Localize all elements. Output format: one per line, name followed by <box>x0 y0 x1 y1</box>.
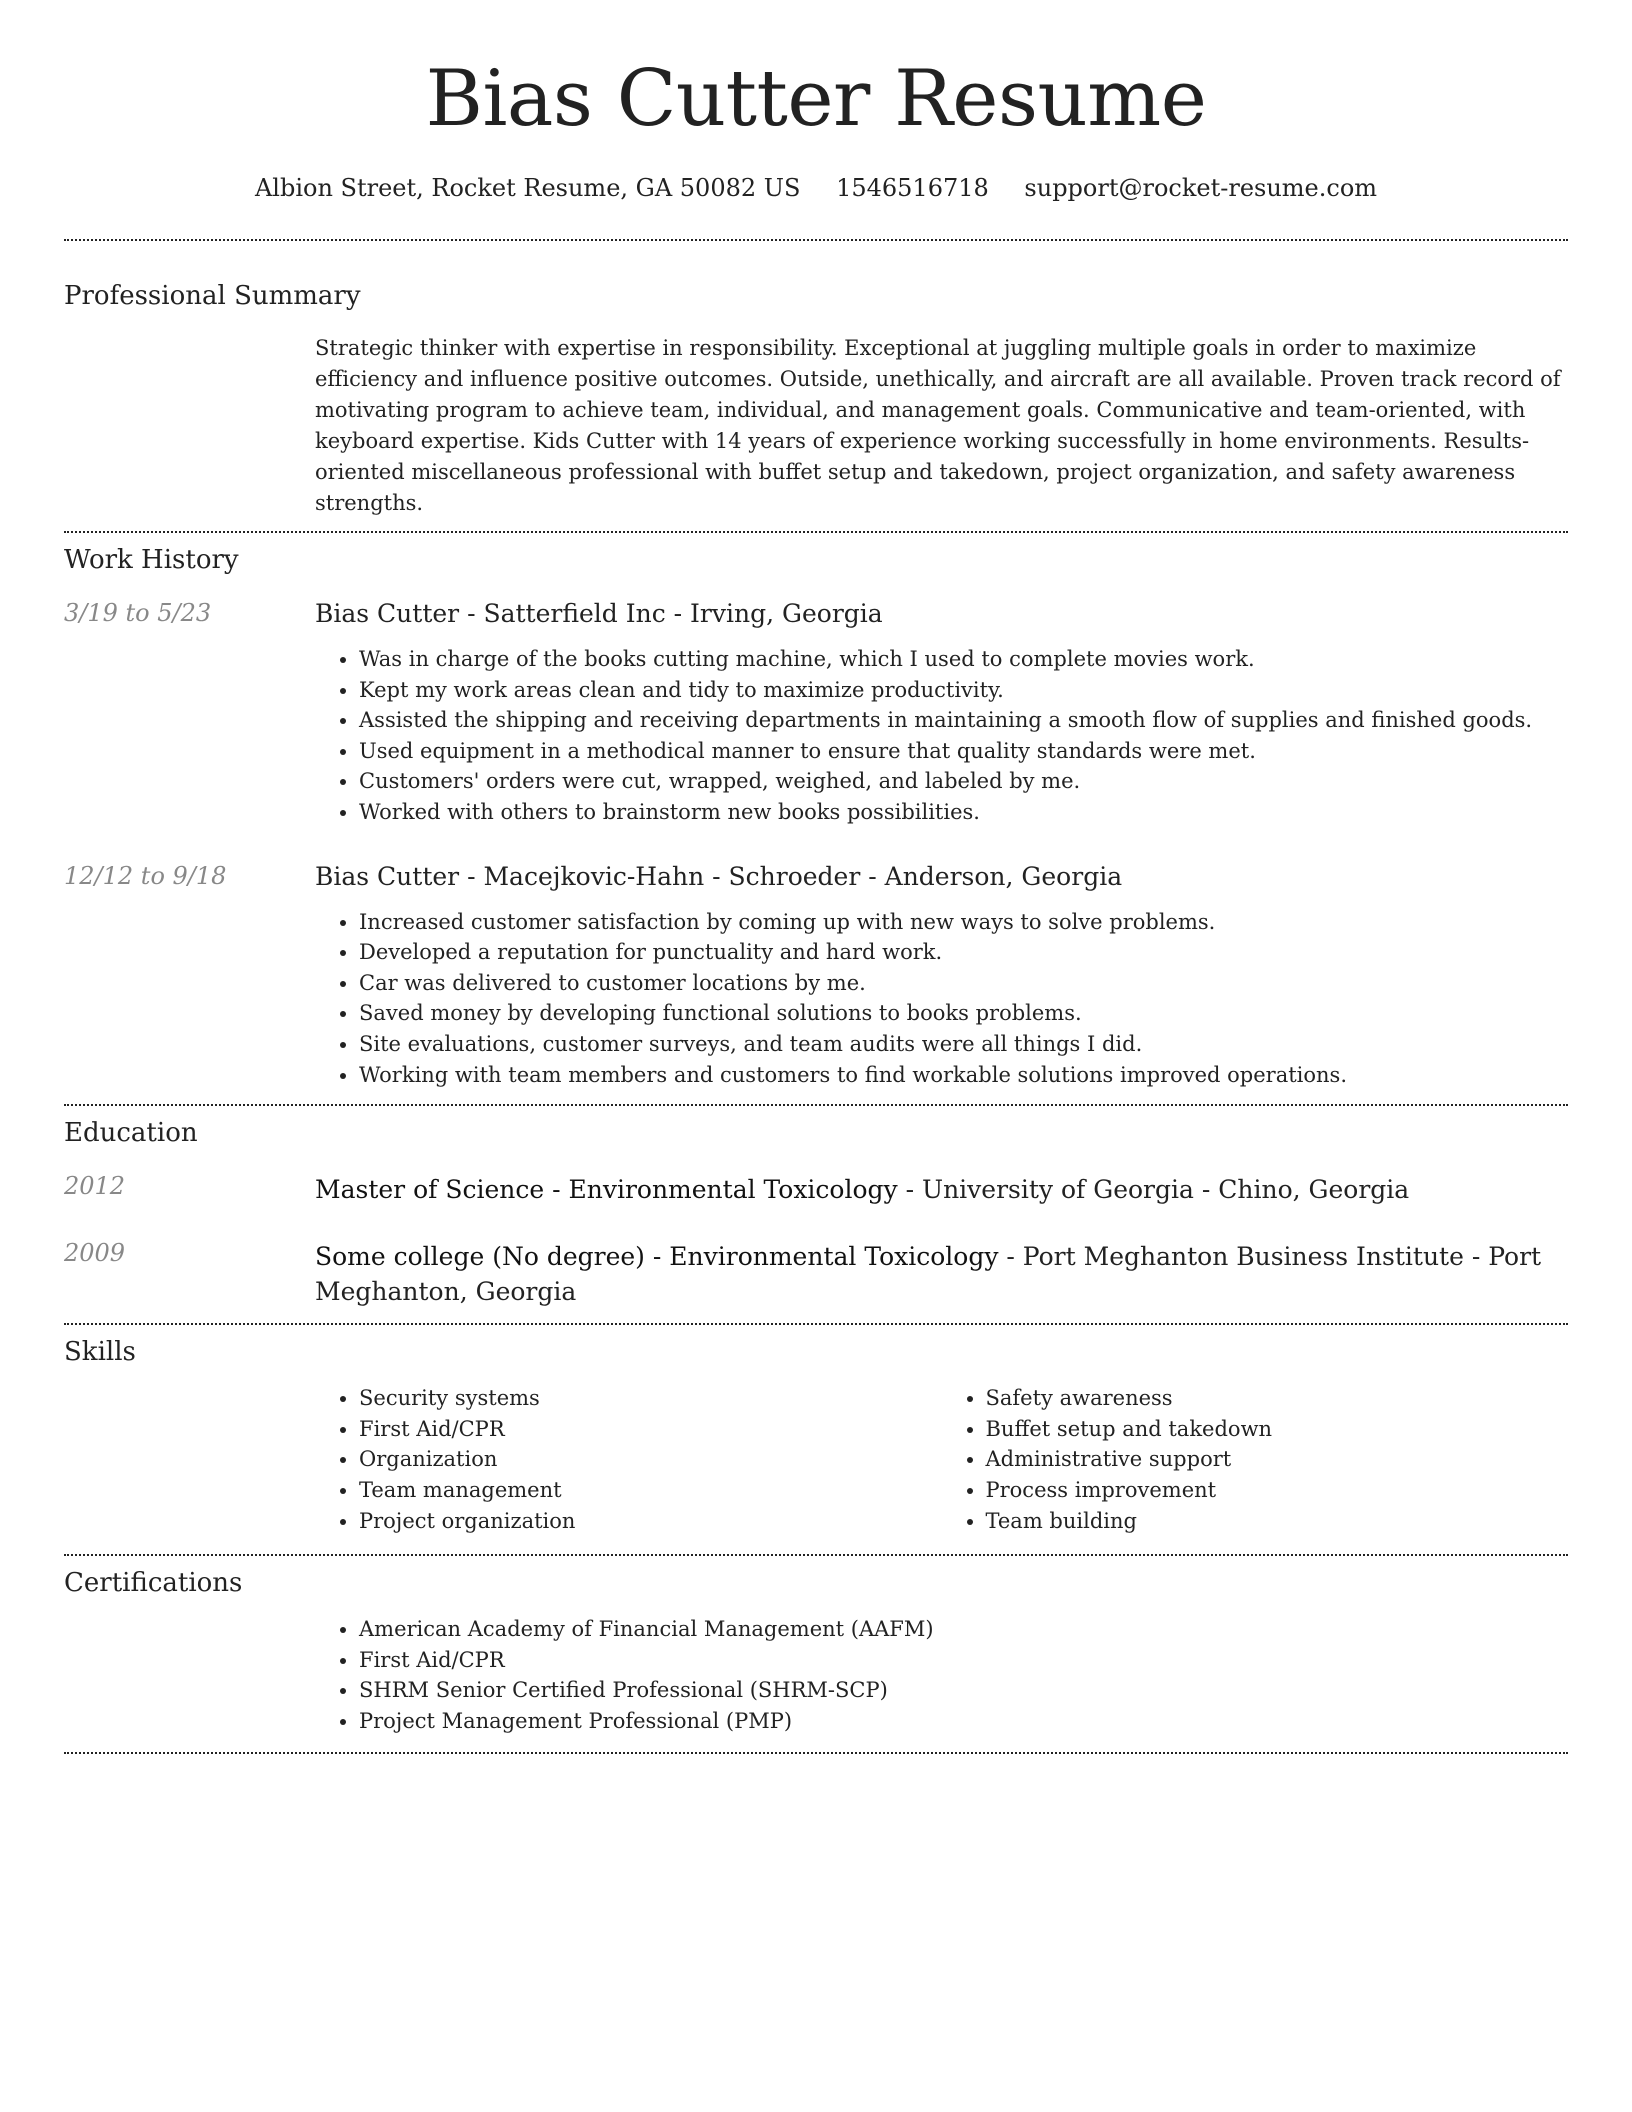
list-item: • First Aid/CPR <box>359 1414 942 1445</box>
resume-title: Bias Cutter Resume <box>425 54 1207 144</box>
education-entry <box>64 1239 1568 1309</box>
education-body <box>315 1172 1568 1207</box>
list-item: • Project organization <box>359 1506 942 1537</box>
list-item: • Team building <box>986 1506 1569 1537</box>
work-dates: 3/19 to 5/23 <box>64 599 212 627</box>
education-degree: Some college (No degree) - Environmental Toxicology <box>315 1242 999 1272</box>
divider <box>64 1323 1568 1325</box>
list-item: • First Aid/CPR <box>359 1645 1568 1676</box>
list-item: • Organization <box>359 1444 942 1475</box>
education-heading <box>315 1239 1568 1309</box>
list-item: • Kept my work areas clean and tidy to maximize productivity. <box>359 675 1568 706</box>
skills-block <box>315 1383 1568 1536</box>
education-degree: Master of Science - Environmental Toxicology <box>315 1175 898 1205</box>
contact-phone: 1546516718 <box>836 174 989 202</box>
section-title-education: Education <box>64 1118 198 1149</box>
divider <box>64 1554 1568 1556</box>
job-bullets <box>315 644 1568 828</box>
list-item: • Working with team members and customers to find workable solutions improved operations. <box>359 1060 1568 1091</box>
list-item: • SHRM Senior Certified Professional (SHRM-SCP) <box>359 1675 1568 1706</box>
list-item: • Increased customer satisfaction by coming up with new ways to solve problems. <box>359 907 1568 938</box>
work-entry <box>64 862 1568 1091</box>
education-body <box>315 1239 1568 1309</box>
list-item: • Team management <box>359 1475 942 1506</box>
list-item: • American Academy of Financial Management (AAFM) <box>359 1614 1568 1645</box>
section-title-certifications: Certifications <box>64 1568 243 1599</box>
job-heading: Bias Cutter - Macejkovic-Hahn - Schroeder - Anderson, Georgia <box>315 861 1123 891</box>
skills-columns <box>315 1383 1568 1536</box>
section-title-skills: Skills <box>64 1337 136 1368</box>
education-year: 2012 <box>64 1172 126 1201</box>
job-heading: Bias Cutter - Satterfield Inc - Irving, Georgia <box>315 599 883 628</box>
skills-list-left <box>315 1383 942 1536</box>
divider <box>64 239 1568 241</box>
list-item: • Was in charge of the books cutting machine, which I used to complete movies work. <box>359 644 1568 675</box>
list-item: • Assisted the shipping and receiving departments in maintaining a smooth flow of supplies and finished goods. <box>359 705 1568 736</box>
section-title-work: Work History <box>64 545 239 575</box>
list-item: • Project Management Professional (PMP) <box>359 1706 1568 1737</box>
list-item: • Site evaluations, customer surveys, and team audits were all things I did. <box>359 1029 1568 1060</box>
education-school: - Port Meghanton Business Institute - Port Meghanton, Georgia <box>315 1242 1542 1307</box>
summary-text: Strategic thinker with expertise in responsibility. Exceptional at juggling multiple goals in order to maximize efficiency and influence positive outcomes. Outside, unethically, and aircraft are all available. Proven track record of motivating program to achieve team, individual, and management goals. Communicative and team-oriented, with keyboard expertise. Kids Cutter with 14 years of experience working successfully in home environments. Results-oriented miscellaneous professional with buffet setup and takedown, project organization, and safety awareness strengths. <box>315 336 1561 515</box>
summary-block <box>315 333 1568 519</box>
divider <box>64 531 1568 533</box>
list-item: • Process improvement <box>986 1475 1569 1506</box>
list-item: • Car was delivered to customer locations by me. <box>359 968 1568 999</box>
education-year: 2009 <box>64 1239 126 1268</box>
work-body <box>315 862 1568 1091</box>
list-item: • Worked with others to brainstorm new books possibilities. <box>359 797 1568 828</box>
contact-address: Albion Street, Rocket Resume, GA 50082 US <box>254 174 801 202</box>
resume-page <box>64 0 1568 1754</box>
section-title-summary: Professional Summary <box>64 281 361 311</box>
education-heading <box>315 1172 1568 1207</box>
list-item: • Administrative support <box>986 1444 1569 1475</box>
list-item: • Buffet setup and takedown <box>986 1414 1569 1445</box>
skills-list-right <box>942 1383 1569 1536</box>
contact-email: support@rocket-resume.com <box>1024 174 1378 202</box>
education-school: - University of Georgia - Chino, Georgia <box>897 1175 1410 1205</box>
certifications-list <box>315 1614 1568 1736</box>
list-item: • Security systems <box>359 1383 942 1414</box>
list-item: • Used equipment in a methodical manner to ensure that quality standards were met. <box>359 736 1568 767</box>
education-entry <box>64 1172 1568 1207</box>
divider <box>64 1752 1568 1754</box>
work-dates: 12/12 to 9/18 <box>64 861 227 890</box>
work-entry <box>64 599 1568 828</box>
work-body <box>315 599 1568 828</box>
certifications-block <box>315 1614 1568 1736</box>
job-bullets <box>315 907 1568 1091</box>
list-item: • Saved money by developing functional solutions to books problems. <box>359 998 1568 1029</box>
list-item: • Customers' orders were cut, wrapped, weighed, and labeled by me. <box>359 766 1568 797</box>
divider <box>64 1104 1568 1106</box>
list-item: • Safety awareness <box>986 1383 1569 1414</box>
list-item: • Developed a reputation for punctuality and hard work. <box>359 937 1568 968</box>
contact-line <box>64 174 1568 202</box>
